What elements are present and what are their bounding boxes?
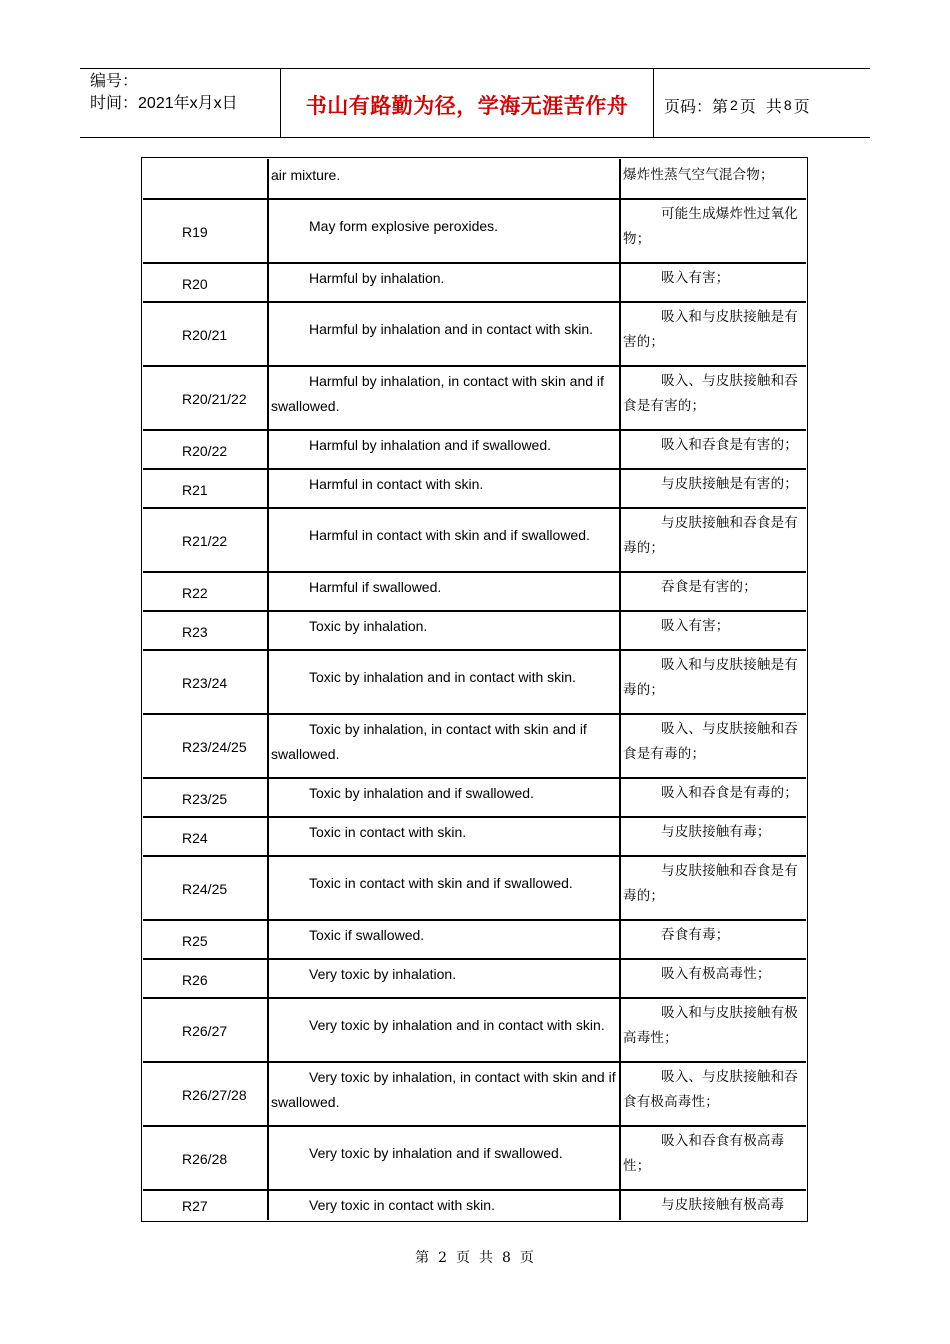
english-phrase: Very toxic by inhalation and if swallowed. [309,1145,563,1161]
chinese-phrase: 吸入有害； [661,618,730,634]
chinese-phrase: 吸入和与皮肤接触是有害的； [623,309,798,350]
english-phrase: Toxic by inhalation. [309,618,428,634]
risk-code-cell: R27 [143,1191,269,1220]
risk-code-cell: R20/22 [143,431,269,470]
chinese-phrase-cell [621,200,806,264]
footer-unit: 页 [456,1250,471,1266]
chinese-phrase-cell [621,1063,806,1127]
table-row [143,303,806,367]
risk-code-cell: R24 [143,818,269,857]
table-row [143,264,806,303]
risk-code-cell: R23 [143,612,269,651]
chinese-phrase-cell [621,960,806,999]
english-phrase-cell [269,264,621,303]
english-phrase: Harmful if swallowed. [309,579,442,595]
english-phrase: Very toxic by inhalation, in contact with skin and if swallowed. [271,1069,616,1110]
risk-code-cell: R23/24 [143,651,269,715]
english-phrase: Toxic by inhalation, in contact with skin and if swallowed. [271,721,587,762]
chinese-phrase: 吸入、与皮肤接触和吞食是有害的； [623,373,798,414]
table-row [143,960,806,999]
english-phrase-cell [269,651,621,715]
english-phrase-cell [269,1063,621,1127]
table-row [143,470,806,509]
footer-total: 8 [502,1250,512,1266]
risk-code-cell: R21 [143,470,269,509]
page-current: 2 [730,97,738,113]
english-phrase-cell [269,857,621,921]
english-phrase-cell [269,367,621,431]
table-row [143,1191,806,1220]
chinese-phrase: 吸入和吞食有极高毒性； [623,1133,785,1174]
english-phrase-cell [269,818,621,857]
footer-total-prefix: 共 [479,1250,494,1266]
english-phrase-cell [269,715,621,779]
footer-total-unit: 页 [519,1250,535,1266]
chinese-phrase-cell [621,509,806,573]
page-prefix: 第 [712,98,729,116]
risk-code-cell: R23/25 [143,779,269,818]
english-phrase-cell [269,1127,621,1191]
chinese-phrase: 吸入、与皮肤接触和吞食是有毒的； [623,721,798,762]
english-phrase-cell [269,303,621,367]
chinese-phrase-cell [621,470,806,509]
risk-code-cell: R23/24/25 [143,715,269,779]
total-unit: 页 [793,98,810,116]
chinese-phrase: 吸入、与皮肤接触和吞食有极高毒性； [623,1069,798,1110]
english-phrase: Toxic by inhalation and in contact with skin. [309,669,576,685]
chinese-phrase: 吸入有极高毒性； [661,966,771,982]
table-row [143,431,806,470]
time-value: 2021年x月x日 [138,95,238,112]
table-row [143,857,806,921]
chinese-phrase: 与皮肤接触有毒； [661,824,771,840]
chinese-phrase-cell [621,1127,806,1191]
chinese-phrase: 与皮肤接触和吞食是有毒的； [623,515,798,556]
table-row [143,651,806,715]
header-motto: 书山有路勤为径，学海无涯苦作舟 [281,69,654,137]
chinese-phrase-cell [621,303,806,367]
english-phrase: Toxic if swallowed. [309,927,425,943]
risk-code-cell: R24/25 [143,857,269,921]
english-phrase-cell [269,431,621,470]
english-phrase-cell [269,1191,621,1220]
chinese-phrase-cell [621,857,806,921]
table-row [143,367,806,431]
risk-code-cell: R26/27 [143,999,269,1063]
english-phrase-cell [269,470,621,509]
english-phrase: May form explosive peroxides. [309,218,499,234]
chinese-phrase-cell [621,651,806,715]
english-phrase: Very toxic by inhalation. [309,966,457,982]
english-phrase-cell [269,509,621,573]
english-phrase-cell [269,960,621,999]
english-phrase: Very toxic in contact with skin. [309,1197,495,1213]
english-phrase-cell [269,779,621,818]
table-row [143,159,806,200]
table-row [143,200,806,264]
page-total: 8 [783,97,792,113]
english-phrase: Harmful by inhalation, in contact with skin and if swallowed. [271,373,604,414]
table-row [143,715,806,779]
english-phrase-cell [269,200,621,264]
chinese-phrase-cell [621,779,806,818]
chinese-phrase: 吸入有害； [661,270,730,286]
english-phrase: Toxic in contact with skin and if swallowed. [309,875,573,891]
chinese-phrase: 可能生成爆炸性过氧化物； [623,206,798,247]
document-number-label: 编号： [90,73,139,90]
document-time [90,93,280,115]
chinese-phrase-cell [621,612,806,651]
table-row [143,818,806,857]
page-unit: 页 [739,98,756,116]
table-row [143,573,806,612]
table-row [143,779,806,818]
chinese-phrase: 吸入和与皮肤接触是有毒的； [623,657,798,698]
chinese-phrase: 与皮肤接触和吞食是有毒的； [623,863,798,904]
chinese-phrase-cell [621,431,806,470]
chinese-phrase-cell [621,921,806,960]
english-phrase: air mixture. [271,167,341,183]
english-phrase: Toxic in contact with skin. [309,824,467,840]
english-phrase-cell [269,921,621,960]
chinese-phrase: 吞食是有害的； [661,579,757,595]
chinese-phrase-cell [621,573,806,612]
english-phrase: Harmful by inhalation and in contact with skin. [309,321,594,337]
chinese-phrase-cell [621,1191,806,1220]
table-row [143,1127,806,1191]
risk-code-cell: R22 [143,573,269,612]
chinese-phrase: 吸入和吞食是有害的； [661,437,798,453]
table-row [143,921,806,960]
english-phrase: Very toxic by inhalation and in contact with skin. [309,1017,605,1033]
chinese-phrase-cell [621,264,806,303]
table-row [143,612,806,651]
chinese-phrase: 与皮肤接触有极高毒 [661,1197,785,1213]
chinese-phrase-cell [621,159,806,200]
page-label: 页码： [664,98,713,116]
english-phrase-cell [269,999,621,1063]
table-row [143,999,806,1063]
chinese-phrase: 吞食有毒； [661,927,730,943]
total-prefix: 共 [765,98,782,116]
risk-code-cell: R25 [143,921,269,960]
risk-code-cell: R26/28 [143,1127,269,1191]
english-phrase-cell [269,612,621,651]
table-row [143,509,806,573]
risk-code-cell [143,159,269,200]
chinese-phrase: 吸入和与皮肤接触有极高毒性； [623,1005,798,1046]
time-label: 时间： [90,95,139,112]
header-meta [80,69,281,137]
english-phrase: Harmful in contact with skin and if swallowed. [309,527,590,543]
risk-code-cell: R20/21 [143,303,269,367]
chinese-phrase: 爆炸性蒸气空气混合物； [623,167,774,183]
english-phrase: Harmful by inhalation. [309,270,445,286]
risk-code-cell: R21/22 [143,509,269,573]
header-page-info [654,69,870,137]
page-footer [0,1247,950,1267]
english-phrase: Harmful in contact with skin. [309,476,484,492]
chinese-phrase-cell [621,999,806,1063]
chinese-phrase-cell [621,818,806,857]
table-row [143,1063,806,1127]
risk-code-cell: R26/27/28 [143,1063,269,1127]
risk-code-cell: R26 [143,960,269,999]
english-phrase-cell [269,573,621,612]
risk-code-cell: R19 [143,200,269,264]
english-phrase: Toxic by inhalation and if swallowed. [309,785,534,801]
chinese-phrase-cell [621,715,806,779]
page-header [80,68,870,138]
risk-code-cell: R20/21/22 [143,367,269,431]
footer-current: 2 [438,1250,448,1266]
risk-phrase-table [141,157,808,1222]
chinese-phrase: 吸入和吞食是有毒的； [661,785,798,801]
chinese-phrase: 与皮肤接触是有害的； [661,476,798,492]
chinese-phrase-cell [621,367,806,431]
english-phrase: Harmful by inhalation and if swallowed. [309,437,552,453]
footer-prefix: 第 [415,1250,431,1266]
risk-code-cell: R20 [143,264,269,303]
english-phrase-cell [269,159,621,200]
